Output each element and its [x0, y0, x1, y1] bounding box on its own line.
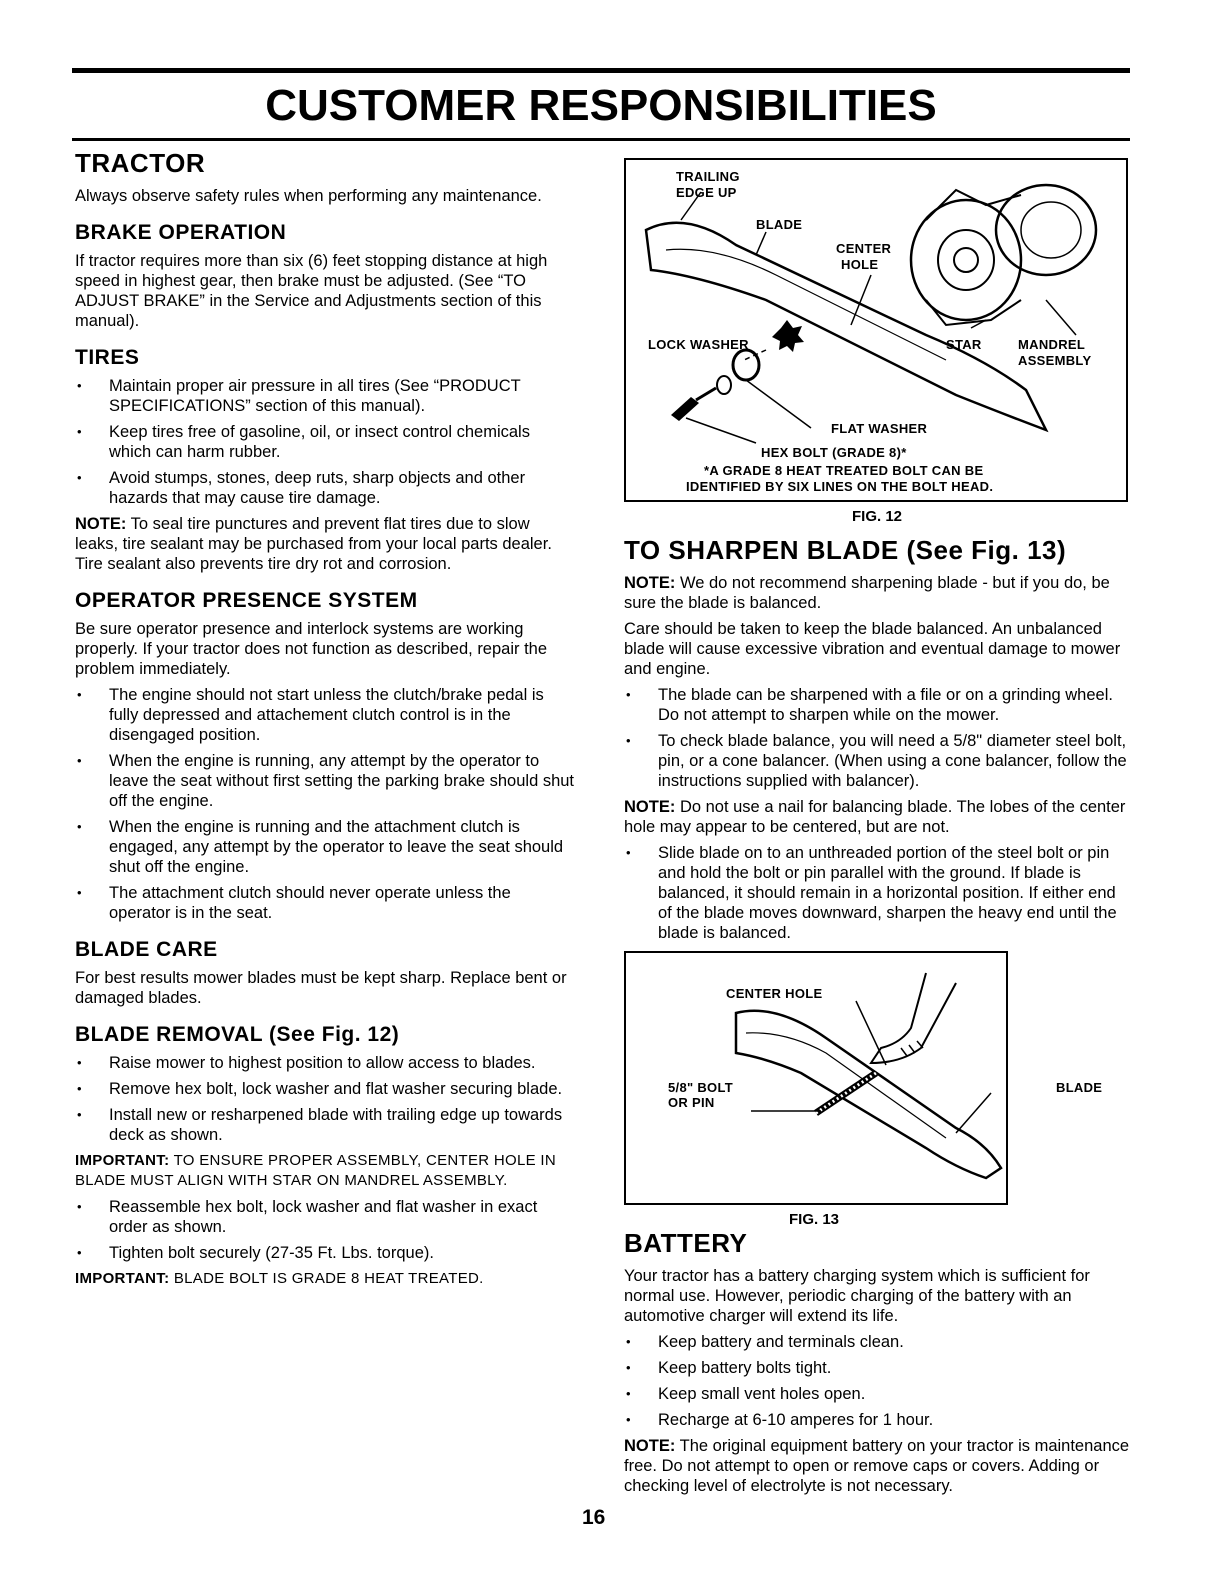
- list-item: • Avoid stumps, stones, deep ruts, sharp objects and other hazards that may cause tire damage.: [75, 468, 575, 508]
- ops-text: Be sure operator presence and interlock systems are working properly. If your tractor does not function as described, repair the problem immediately.: [75, 620, 548, 678]
- note-label: NOTE:: [624, 1437, 676, 1455]
- footnote-line-2: IDENTIFIED BY SIX LINES ON THE BOLT HEAD.: [686, 479, 994, 494]
- battery-text: Your tractor has a battery charging system which is sufficient for normal use. However, periodic charging of the battery with an automotive charger will extend its life.: [624, 1267, 1090, 1325]
- page-number: 16: [582, 1506, 606, 1529]
- list-item: • When the engine is running and the attachment clutch is engaged, any attempt by the operator to leave the seat should shut off the engine.: [75, 817, 575, 877]
- list-item: • The blade can be sharpened with a file or on a grinding wheel. Do not attempt to sharpen while on the mower.: [624, 685, 1130, 725]
- note-label: NOTE:: [624, 798, 676, 816]
- bladecare-heading: BLADE CARE: [75, 938, 218, 961]
- important-1: [75, 1151, 575, 1191]
- care-text: Care should be taken to keep the blade balanced. An unbalanced blade will cause excessive vibration and eventual damage to mower and engine.: [624, 620, 1121, 678]
- tires-heading: TIRES: [75, 346, 140, 369]
- tires-list: [75, 376, 575, 508]
- note-text: Do not use a nail for balancing blade. The lobes of the center hole may appear to be centered, but are not.: [624, 798, 1126, 836]
- fig12-caption: FIG. 12: [851, 508, 903, 525]
- label-blade: BLADE: [756, 217, 803, 232]
- list-item: • Maintain proper air pressure in all tires (See “PRODUCT SPECIFICATIONS” section of this manual).: [75, 376, 575, 416]
- important-label: IMPORTANT:: [75, 1270, 170, 1287]
- important-text: TO ENSURE PROPER ASSEMBLY, CENTER HOLE IN BLADE MUST ALIGN WITH STAR ON MANDREL ASSEMBLY.: [75, 1152, 556, 1189]
- tires-note: [75, 514, 575, 574]
- removal-list-b: [75, 1197, 575, 1263]
- note-text: We do not recommend sharpening blade - but if you do, be sure the blade is balanced.: [624, 574, 1110, 612]
- label-mandrel: MANDREL: [1018, 337, 1086, 352]
- label-or-pin: OR PIN: [668, 1095, 715, 1110]
- label-hole: HOLE: [841, 257, 879, 272]
- label-star: STAR: [946, 337, 982, 352]
- list-item: • Remove hex bolt, lock washer and flat washer securing blade.: [75, 1079, 575, 1099]
- removal-heading: BLADE REMOVAL (See Fig. 12): [75, 1023, 400, 1046]
- note-label: NOTE:: [75, 515, 127, 533]
- list-item: • Keep small vent holes open.: [624, 1384, 1130, 1404]
- figure-12: [624, 158, 1128, 502]
- note-text: The original equipment battery on your tractor is maintenance free. Do not attempt to open or remove caps or covers. Adding or checking level of electrolyte is not necessary.: [624, 1437, 1130, 1495]
- label-center-hole: CENTER HOLE: [726, 986, 823, 1001]
- list-item: • Keep battery bolts tight.: [624, 1358, 1130, 1378]
- title-rule: [72, 138, 1130, 141]
- note-3: [624, 1436, 1130, 1496]
- battery-heading: BATTERY: [624, 1228, 748, 1258]
- brake-text: If tractor requires more than six (6) feet stopping distance at high speed in highest gear, then brake must be adjusted. (See “TO ADJUST BRAKE” in the Service and Adjustments section of this manual).: [75, 252, 548, 330]
- brake-heading: BRAKE OPERATION: [75, 221, 287, 244]
- ops-list: [75, 685, 575, 923]
- note-2: [624, 797, 1130, 837]
- top-rule: [72, 68, 1130, 73]
- list-item: • Raise mower to highest position to allow access to blades.: [75, 1053, 575, 1073]
- list-item: • The attachment clutch should never operate unless the operator is in the seat.: [75, 883, 575, 923]
- slide-list: [624, 843, 1130, 943]
- list-item: • Reassemble hex bolt, lock washer and flat washer in exact order as shown.: [75, 1197, 575, 1237]
- label-edge-up: EDGE UP: [676, 185, 737, 200]
- label-lock-washer: LOCK WASHER: [648, 337, 749, 352]
- right-column: [624, 148, 1130, 1502]
- list-item: • Install new or resharpened blade with trailing edge up towards deck as shown.: [75, 1105, 575, 1145]
- important-2: [75, 1269, 575, 1289]
- note-1: [624, 573, 1130, 613]
- sharpen-heading: TO SHARPEN BLADE (See Fig. 13): [624, 535, 1067, 565]
- list-item: • Tighten bolt securely (27-35 Ft. Lbs. torque).: [75, 1243, 575, 1263]
- list-item: • Slide blade on to an unthreaded portion of the steel bolt or pin and hold the bolt or pin parallel with the ground. If blade is balanced, it should remain in a horizontal position. If either end of the blade moves downward, sharpen the heavy end until the blade is balanced.: [624, 843, 1130, 943]
- list-item: • Keep battery and terminals clean.: [624, 1332, 1130, 1352]
- label-center: CENTER: [836, 241, 892, 256]
- list-item: • Recharge at 6-10 amperes for 1 hour.: [624, 1410, 1130, 1430]
- figure-13: [624, 951, 1103, 1205]
- removal-list-a: [75, 1053, 575, 1145]
- footnote-line-1: *A GRADE 8 HEAT TREATED BOLT CAN BE: [704, 463, 984, 478]
- note-text: To seal tire punctures and prevent flat tires due to slow leaks, tire sealant may be purchased from your local parts dealer. Tire sealant also prevents tire dry rot and corrosion.: [75, 515, 552, 573]
- fig13-caption: FIG. 13: [788, 1211, 840, 1228]
- ops-heading: OPERATOR PRESENCE SYSTEM: [75, 589, 418, 612]
- list-item: • Keep tires free of gasoline, oil, or insect control chemicals which can harm rubber.: [75, 422, 575, 462]
- label-hex-bolt: HEX BOLT (GRADE 8)*: [761, 445, 907, 460]
- label-assembly: ASSEMBLY: [1018, 353, 1092, 368]
- page-title: CUSTOMER RESPONSIBILITIES: [265, 81, 937, 130]
- important-label: IMPORTANT:: [75, 1152, 170, 1169]
- note-label: NOTE:: [624, 574, 676, 592]
- important-text: BLADE BOLT IS GRADE 8 HEAT TREATED.: [173, 1270, 484, 1287]
- bladecare-text: For best results mower blades must be kept sharp. Replace bent or damaged blades.: [75, 969, 567, 1007]
- list-item: • The engine should not start unless the clutch/brake pedal is fully depressed and attachement clutch control is in the disengaged position.: [75, 685, 575, 745]
- sharpen-list: [624, 685, 1130, 791]
- label-trailing: TRAILING: [676, 169, 740, 184]
- label-flat-washer: FLAT WASHER: [831, 421, 928, 436]
- battery-list: [624, 1332, 1130, 1430]
- label-blade-fig13: BLADE: [1056, 1080, 1103, 1095]
- tractor-intro: Always observe safety rules when performing any maintenance.: [75, 187, 542, 205]
- tractor-heading: TRACTOR: [75, 148, 206, 178]
- list-item: • To check blade balance, you will need a 5/8" diameter steel bolt, pin, or a cone balancer. (When using a cone balancer, follow the instructions supplied with balancer).: [624, 731, 1130, 791]
- list-item: • When the engine is running, any attempt by the operator to leave the seat without first setting the parking brake should shut off the engine.: [75, 751, 575, 811]
- label-bolt: 5/8" BOLT: [668, 1080, 733, 1095]
- left-column: [75, 148, 575, 1295]
